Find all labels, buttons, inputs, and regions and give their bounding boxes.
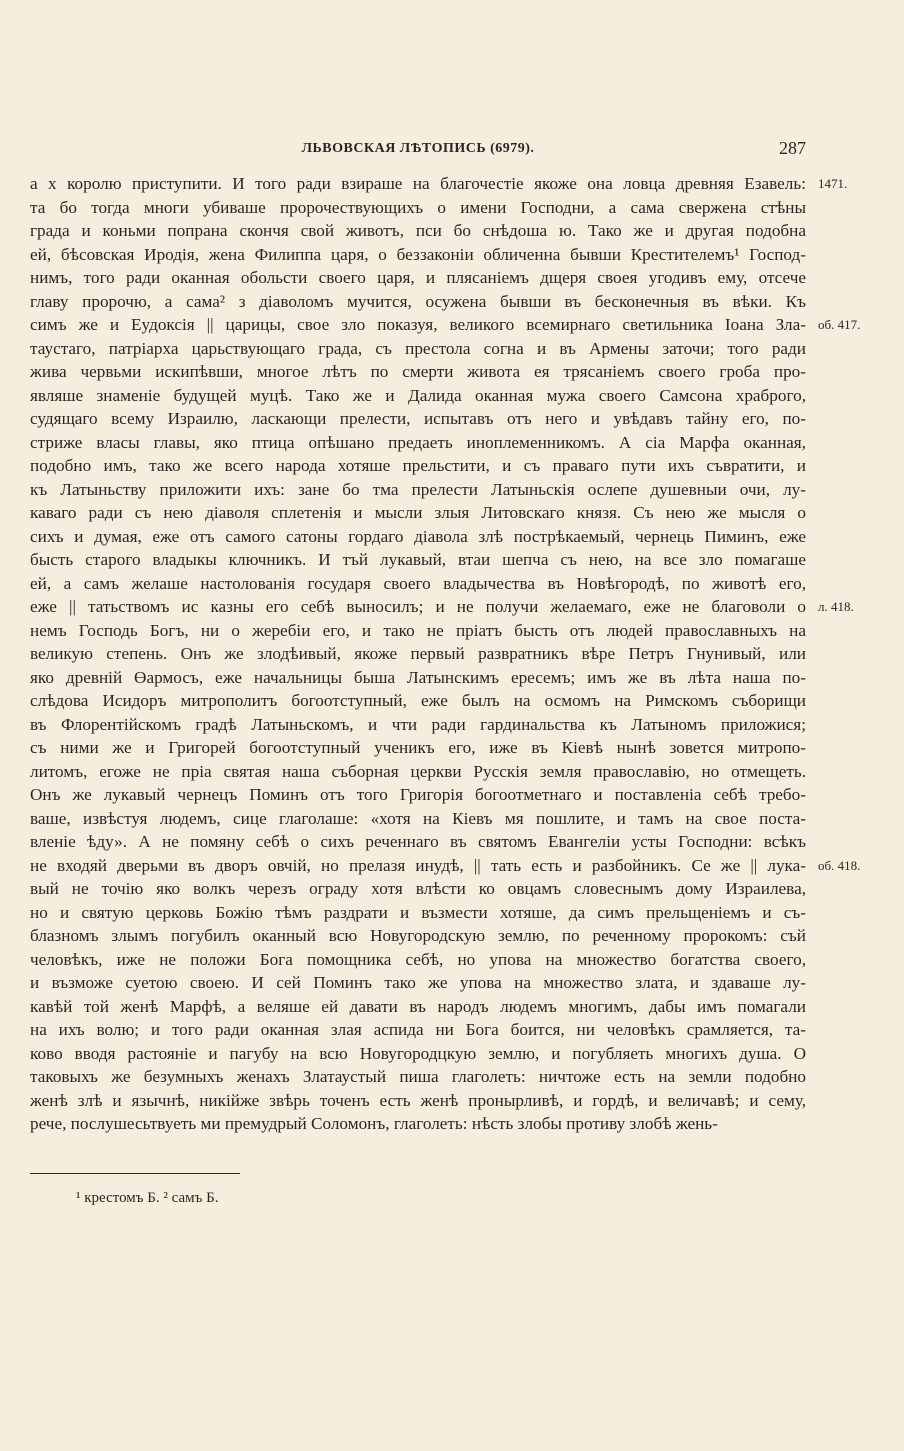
margin-note: л. 418. [818,599,854,614]
running-title: ЛЬВОВСКАЯ ЛѢТОПИСЬ (6979). [301,141,535,156]
text-line: и възможе суетою своею. И сей Поминъ тако же упова на множество злата, и здаваше лу- [30,973,806,992]
text-line: рече, послушесьтвуеть ми премудрый Соломонъ, глаголеть: нѣсть злобы противу злобѣ жень- [30,1114,718,1133]
text-line: но и святую церковь Божію тѣмъ раздрати и възмести хотяше, да симъ прельщеніемъ и съ- [30,902,806,922]
margin-note: об. 417. [818,317,861,332]
text-line: вленіе ѣду». А не помяну себѣ о сихъ реченнаго въ святомъ Евангеліи усты Господни: всѣкъ [30,832,806,851]
text-line: бысть старого владыкы ключникъ. И тъй лукавый, втаи шепча съ нею, на все зло помагаше [30,550,806,569]
text-line: литомъ, егоже не пріа святая наша съборная церкви Русскія земля православію, но отмещеть. [30,761,806,781]
body-text [30,172,806,1136]
text-line: женѣ злѣ и язычнѣ, никійже звѣрь точенъ есть женѣ пронырливѣ, и гордѣ, и величавѣ; и сему, [30,1090,806,1110]
text-line: слѣдова Исидоръ митрополитъ богоотступный, еже былъ на осмомъ на Римскомъ съборищи [30,691,806,710]
text-line: ково вводя растояніе и пагубу на всю Новугородцкую землю, и погубляеть многихъ душа. О [30,1043,806,1063]
text-line: въ Флорентійскомъ градѣ Латыньскомъ, и чти ради гардинальства къ Латыномъ приложися; [30,714,806,734]
text-line: ей, бѣсовская Иродія, жена Филиппа царя, о беззаконіи обличенна бывши Крестителемъ¹ Господ- [30,244,806,264]
text-line: не входяй дверьми въ дворъ овчій, но прелазя инудѣ, || тать есть и разбойникъ. Се же || лука- [30,855,806,875]
text-line: таустаго, патріарха царьствующаго града, съ престола согна и въ Армены заточи; того ради [30,338,806,358]
text-line: каваго ради съ нею діаволя сплетенія и мысли злыя Литовскаго князя. Съ нею же мысля о [30,503,806,522]
text-line: града и коньми попрана скончя свой животъ, пси бо снѣдоша ю. Тако же и другая подобна [30,221,806,240]
running-head [30,138,806,162]
text-line: человѣкъ, иже не положи Бога помощника себѣ, но упова на множество богатства своего, [30,949,806,969]
text-line: вый не точію яко волкъ черезъ ограду хотя влѣсти ко овцамъ словеснымъ дому Израилева, [30,879,806,898]
text-line: а х королю приступити. И того ради взираше на благочестіе якоже она ловца древняя Езавель: [30,174,806,193]
text-line: съ ними же и Григорей богоотступный ученикъ его, иже въ Кіевѣ нынѣ зовется митропо- [30,738,806,757]
text-line: таковыхъ же безумныхъ женахъ Златаустый пиша глаголеть: ничтоже есть на земли подобно [30,1067,806,1086]
text-line: блазномъ злымъ погубилъ оканный всю Новугородскую землю, по реченному пророкомъ: съй [30,926,806,945]
text-line: великую степень. Онъ же злодѣивый, якоже первый развратникъ вѣре Петръ Гнунивый, или [30,644,806,663]
text-line: къ Латыньству приложити ихъ: зане бо тма прелести Латыньскія ослепе душевныи очи, лу- [30,479,806,499]
text-line: еже || татьствомъ ис казны его себѣ выносилъ; и не получи желаемаго, еже не благоволи о [30,597,806,616]
text-line: жива червьми искипѣвши, многое лѣтъ по смерти живота ея трясаніемъ своего гроба про- [30,362,806,381]
text-line: симъ же и Еудоксія || царицы, свое зло показуя, великого всемирнаго светильника Іоана Зла- [30,315,806,334]
text-line: сихъ и думая, еже отъ самого сатоны гордаго діавола злѣ пострѣкаемый, чернець Пиминъ, еже [30,526,806,546]
text-line: ей, а самъ желаше настолованія государя своего владычества въ Новѣгородѣ, по животѣ его, [30,573,806,593]
text-line: немъ Господь Богъ, ни о жеребіи его, и тако не пріатъ бысть отъ людей православныхъ на [30,620,806,640]
margin-note: об. 418. [818,857,861,873]
text-line: та бо тогда многи убиваше пророчествующихъ о имени Господни, а сама свержена стѣны [30,197,806,217]
text-line: подобно имъ, тако же всего народа хотяше прельстити, и съ праваго пути ихъ съвратити, и [30,456,806,475]
text-line: ваше, извѣстуя людемъ, сице глаголаше: «хотя на Кіевъ мя пошлите, и тамъ на свое поста- [30,808,806,828]
margin-note: 1471. [818,176,848,191]
text-line: нимъ, того ради оканная обольсти своего царя, и плясаніемъ дщеря своея угодивъ ему, отсече [30,268,806,287]
footnotes: ¹ крестомъ Б. ² самъ Б. [76,1190,219,1206]
text-line: Онъ же лукавый чернецъ Поминъ отъ того Григорія богоотметнаго и поставленіа себѣ требо- [30,785,806,804]
footnote-rule [30,1173,240,1174]
text-line: яко древній Өармосъ, еже начальницы быша Латынскимъ ересемъ; имъ же въ лѣта наша по- [30,667,806,687]
text-line: судящаго всему Израилю, ласкающи прелести, испытавъ отъ него и увѣдавъ тайну его, по- [30,409,806,428]
text-line: кавѣй той женѣ Марфѣ, а веляше ей давати въ народъ людемъ многимъ, дабы имъ помагали [30,996,806,1016]
text-line: стриже власы главы, яко птица опѣшано предаеть иноплеменникомъ. А сіа Марфа оканная, [30,432,806,452]
text-line: на ихъ волю; и того ради оканная злая аспида ни Бога боится, ни человѣкъ срамляется, та- [30,1020,806,1039]
text-line: являше знаменіе будущей муцѣ. Тако же и Далида оканная мужа своего Самсона храброго, [30,385,806,405]
text-line: главу пророчю, а сама² з діаволомъ мучится, осужена бывши въ бесконечныя въ вѣки. Къ [30,291,806,311]
page-number: 287 [779,138,806,158]
